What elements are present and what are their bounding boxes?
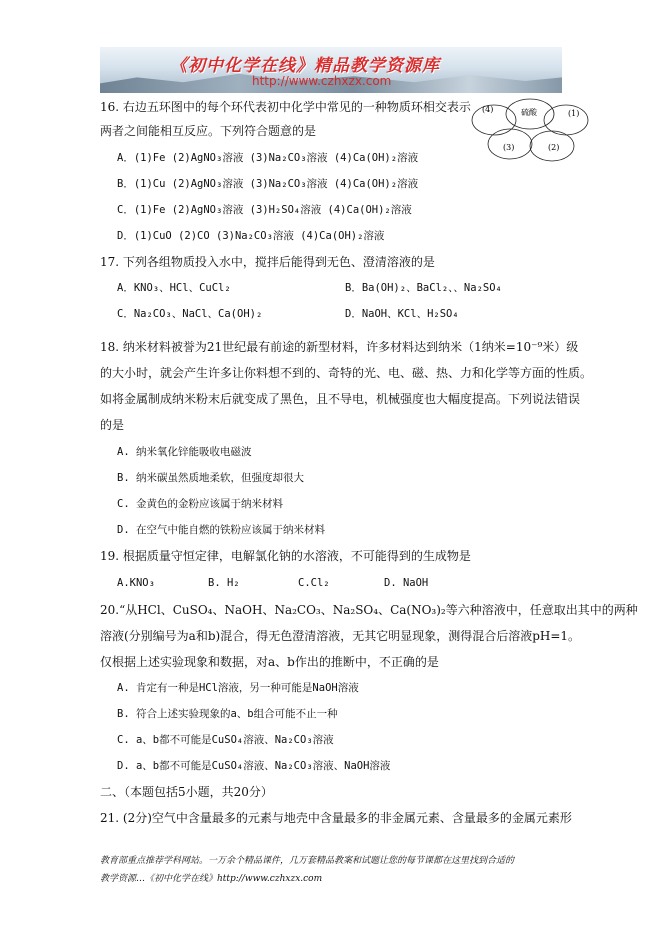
ring-1 xyxy=(544,105,588,135)
question-18-stem-1: 18. 纳米材料被誉为21世纪最有前途的新型材料，许多材料达到纳米（1纳米=10⁻⁹米）级 xyxy=(100,340,579,354)
five-ring-diagram xyxy=(470,96,590,162)
ring-4-label: (4) xyxy=(482,105,494,114)
question-18-stem-4: 的是 xyxy=(100,418,125,432)
question-19-option-b[interactable]: B. H₂ xyxy=(208,577,240,589)
question-16-option-d[interactable]: D．(1)CuO (2)CO (3)Na₂CO₃溶液 (4)Ca(OH)₂溶液 xyxy=(117,230,385,242)
question-20-option-b[interactable]: B. 符合上述实验现象的a、b组合可能不止一种 xyxy=(117,708,338,720)
question-20-option-d[interactable]: D. a、b都不可能是CuSO₄溶液、Na₂CO₃溶液、NaOH溶液 xyxy=(117,760,391,772)
ring-2-label: (2) xyxy=(548,143,560,152)
question-20-option-c[interactable]: C. a、b都不可能是CuSO₄溶液、Na₂CO₃溶液 xyxy=(117,734,334,746)
ring-4 xyxy=(472,105,516,135)
ring-1-label: (1) xyxy=(568,109,580,118)
question-16-option-c[interactable]: C．(1)Fe (2)AgNO₃溶液 (3)H₂SO₄溶液 (4)Ca(OH)₂溶液 xyxy=(117,204,412,216)
question-18-stem-2: 的大小时，就会产生许多让你料想不到的、奇特的光、电、磁、热、力和化学等方面的性质。 xyxy=(100,366,593,380)
question-16-option-b[interactable]: B．(1)Cu (2)AgNO₃溶液 (3)Na₂CO₃溶液 (4)Ca(OH)₂溶液 xyxy=(117,178,419,190)
question-21-stem: 21. (2分)空气中含量最多的元素与地壳中含量最多的非金属元素、含量最多的金属元素形 xyxy=(100,811,572,825)
question-17-stem: 17. 下列各组物质投入水中，搅拌后能得到无色、澄清溶液的是 xyxy=(100,255,435,269)
question-16-stem-1: 16. 右边五环图中的每个环代表初中化学中常见的一种物质环相交表示 xyxy=(100,100,471,114)
question-19-stem: 19. 根据质量守恒定律，电解氯化钠的水溶液，不可能得到的生成物是 xyxy=(100,549,471,563)
section-heading: 二、（本题包括5小题，共20分） xyxy=(100,785,273,799)
header-banner xyxy=(100,47,562,93)
question-20-stem-2: 溶液(分别编号为a和b)混合，得无色澄清溶液，无其它明显现象，测得混合后溶液pH=1。 xyxy=(100,629,581,643)
question-18-stem-3: 如将金属制成纳米粉末后就变成了黑色，且不导电，机械强度也大幅度提高。下列说法错误 xyxy=(100,392,581,406)
question-20-stem-1: 20.“从HCl、CuSO₄、NaOH、Na₂CO₃、Na₂SO₄、Ca(NO₃)₂等六种溶液中，任意取出其中的两种 xyxy=(100,603,638,617)
question-18-option-b[interactable]: B. 纳米碳虽然质地柔软，但强度却很大 xyxy=(117,472,304,484)
banner-title: 《初中化学在线》精品教学资源库 xyxy=(170,56,440,76)
banner-url[interactable]: http://www.czhxzx.com xyxy=(252,74,392,88)
question-18-option-a[interactable]: A. 纳米氧化锌能吸收电磁波 xyxy=(117,446,252,458)
ring-3-label: (3) xyxy=(503,143,515,152)
question-18-option-c[interactable]: C. 金黄色的金粉应该属于纳米材料 xyxy=(117,498,283,510)
question-19-option-a[interactable]: A.KNO₃ xyxy=(117,577,155,589)
question-17-option-a[interactable]: A．KNO₃、HCl、CuCl₂ xyxy=(117,282,231,294)
ring-center-label: 硫酸 xyxy=(521,108,537,117)
question-18-option-d[interactable]: D. 在空气中能自燃的铁粉应该属于纳米材料 xyxy=(117,524,325,536)
footer-line-1: 教育部重点推荐学科网站。一万余个精品课件，几万套精品教案和试题让您的每节课都在这里找到合适的 xyxy=(100,856,515,866)
question-17-option-b[interactable]: B．Ba(OH)₂、BaCl₂、、Na₂SO₄ xyxy=(345,282,502,294)
question-20-stem-3: 仅根据上述实验现象和数据，对a、b作出的推断中，不正确的是 xyxy=(100,655,439,669)
question-17-option-c[interactable]: C．Na₂CO₃、NaCl、Ca(OH)₂ xyxy=(117,308,263,320)
question-17-option-d[interactable]: D．NaOH、KCl、H₂SO₄ xyxy=(345,308,459,320)
question-16-stem-2: 两者之间能相互反应。下列符合题意的是 xyxy=(100,124,317,138)
question-20-option-a[interactable]: A. 肯定有一种是HCl溶液，另一种可能是NaOH溶液 xyxy=(117,682,359,694)
question-19-option-c[interactable]: C.Cl₂ xyxy=(298,577,330,589)
footer-line-2[interactable]: 教学资源…《初中化学在线》http://www.czhxzx.com xyxy=(100,874,323,884)
question-19-option-d[interactable]: D. NaOH xyxy=(384,577,429,589)
question-16-option-a[interactable]: A．(1)Fe (2)AgNO₃溶液 (3)Na₂CO₃溶液 (4)Ca(OH)₂溶液 xyxy=(117,152,419,164)
